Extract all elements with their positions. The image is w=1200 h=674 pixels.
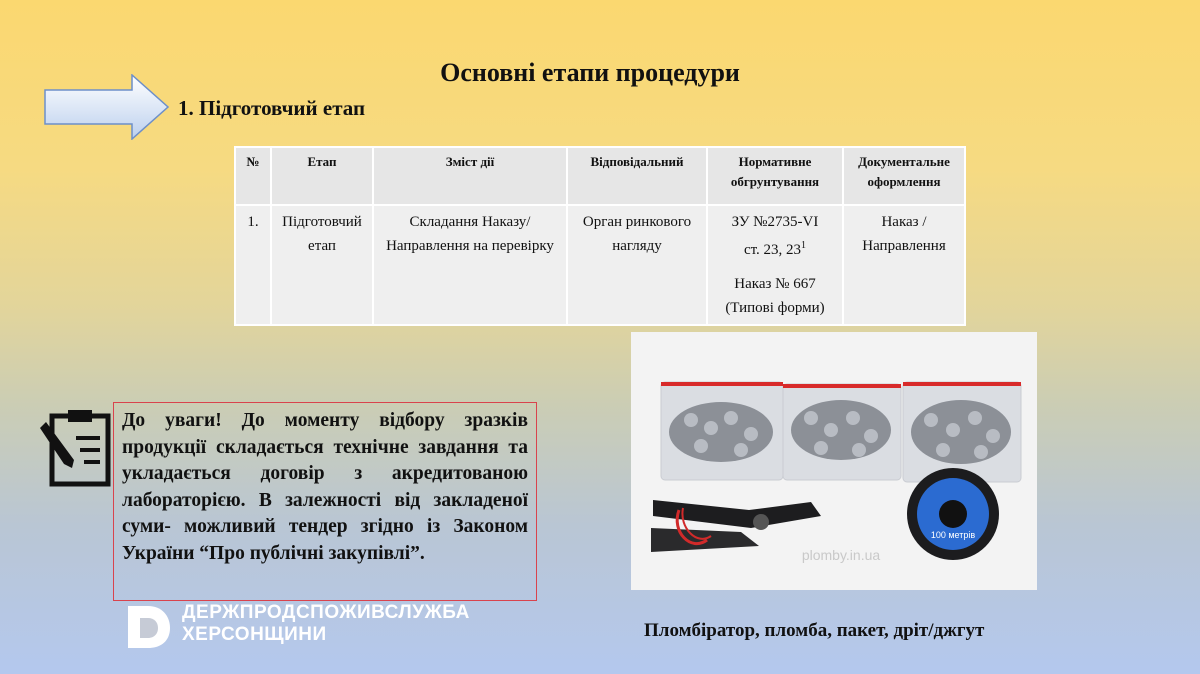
table-header-num: № bbox=[235, 147, 271, 205]
cell-norm bbox=[707, 205, 843, 325]
agency-logo-icon bbox=[126, 604, 172, 650]
agency-name-line1: ДЕРЖПРОДСПОЖИВСЛУЖБА bbox=[182, 602, 470, 623]
agency-name bbox=[182, 602, 470, 646]
slide-title: Основні етапи процедури bbox=[440, 58, 740, 87]
right-arrow-icon bbox=[44, 74, 170, 140]
photo-watermark: plomby.in.ua bbox=[801, 547, 881, 563]
table-row bbox=[235, 205, 965, 325]
attention-note: До уваги! До моменту відбору зразків продукції складається технічне завдання та укладається договір з акредитованою лабораторією. В залежності від закладеної суми- можливий тендер згідно із Законом України “Про публічні закупівлі”. bbox=[113, 402, 537, 601]
procedure-table bbox=[234, 146, 966, 326]
norm-order: Наказ № 667 bbox=[734, 276, 816, 292]
table-header-stage: Етап bbox=[271, 147, 373, 205]
cell-action: Складання Наказу/Направлення на перевірку bbox=[373, 205, 567, 325]
cell-num: 1. bbox=[235, 205, 271, 325]
table-header-docs: Документальне оформлення bbox=[843, 147, 965, 205]
reel-label: 100 метрів bbox=[930, 530, 976, 540]
norm-articles: ст. 23, $23^1$ bbox=[743, 240, 807, 258]
photo-caption: Пломбіратор, пломба, пакет, дріт/джгут bbox=[644, 620, 985, 641]
table-header-action: Зміст дії bbox=[373, 147, 567, 205]
cell-responsible: Орган ринкового нагляду bbox=[567, 205, 707, 325]
cell-stage: Підготовчий етап bbox=[271, 205, 373, 325]
table-header-responsible: Відповідальний bbox=[567, 147, 707, 205]
norm-forms: (Типові форми) bbox=[725, 300, 825, 316]
norm-law: ЗУ №2735-VI bbox=[731, 214, 819, 230]
agency-name-line2: ХЕРСОНЩИНИ bbox=[182, 624, 327, 645]
clipboard-edit-icon bbox=[38, 408, 112, 488]
stage-subtitle: 1. Підготовчий етап bbox=[178, 96, 366, 120]
table-header-norm: Нормативне обгрунтування bbox=[707, 147, 843, 205]
sealing-tools-photo bbox=[631, 332, 1037, 590]
cell-docs: Наказ / Направлення bbox=[843, 205, 965, 325]
